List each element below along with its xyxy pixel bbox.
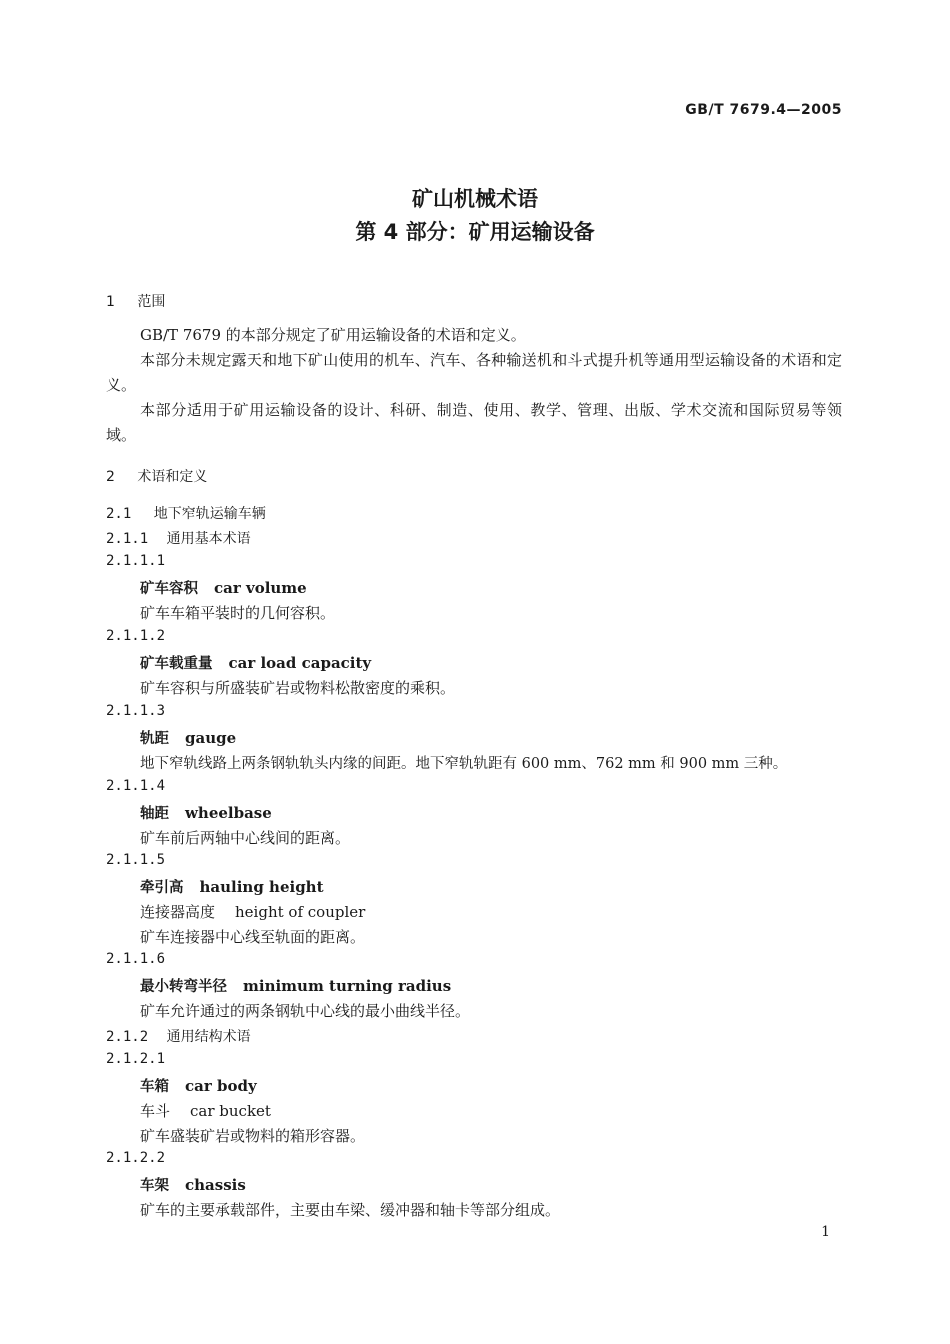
term-number: 2.1.1.4 [106,778,166,794]
section-number: 1 [106,294,115,310]
subsection-title: 地下窄轨运输车辆 [153,506,266,522]
term-zh: 轨距 [140,731,169,747]
term-en: wheelbase [185,804,272,822]
subsection-title: 通用基本术语 [166,531,251,547]
term-en: car load capacity [228,654,372,672]
section-heading-2 [106,466,207,486]
term-entry [140,975,451,996]
term-definition: 矿车容积与所盛装矿岩或物料松散密度的乘积。 [140,679,456,697]
term-definition: 矿车的主要承载部件，主要由车梁、缓冲器和轴卡等部分组成。 [140,1201,561,1219]
section-title: 术语和定义 [137,469,208,485]
term-definition: 地下窄轨线路上两条钢轨轨头内缘的间距。地下窄轨轨距有 600 mm、762 mm 和 900 mm 三种。 [140,756,788,772]
term-entry [140,727,236,748]
term-number: 2.1.1.6 [106,951,166,967]
term-entry [140,652,371,673]
page-number: 1 [821,1224,830,1240]
term-entry [140,876,324,897]
term-definition: 矿车盛装矿岩或物料的箱形容器。 [140,1127,366,1145]
term-definition: 矿车允许通过的两条钢轨中心线的最小曲线半径。 [140,1002,471,1020]
term-number: 2.1.1.1 [106,553,166,569]
subsection-heading-2-1-2 [106,1026,251,1046]
term-en: car body [185,1077,257,1095]
term-definition: 矿车前后两轴中心线间的距离。 [140,829,351,847]
term-definition: 矿车连接器中心线至轨面的距离。 [140,928,366,946]
subsection-number: 2.1.2 [106,1029,149,1045]
term-en: hauling height [199,878,324,896]
term-synonym [140,901,365,922]
subsection-heading-2-1-1 [106,528,251,548]
paragraph: 本部分未规定露天和地下矿山使用的机车、汽车、各种输送机和斗式提升机等通用型运输设备的术语和定义。 [106,351,842,394]
term-en: gauge [185,729,237,747]
term-en: minimum turning radius [243,977,452,995]
term-zh: 矿车载重量 [140,656,213,672]
section-heading-1 [106,291,165,311]
paragraph: 本部分适用于矿用运输设备的设计、科研、制造、使用、教学、管理、出版、学术交流和国际贸易等领域。 [106,401,842,444]
synonym-zh: 车斗 [140,1102,171,1120]
term-en: chassis [185,1176,246,1194]
synonym-en: car bucket [190,1102,271,1120]
synonym-zh: 连接器高度 [140,903,216,921]
term-number: 2.1.2.1 [106,1051,166,1067]
term-number: 2.1.1.5 [106,852,166,868]
document-title: 矿山机械术语 [412,187,538,211]
subsection-number: 2.1.1 [106,531,149,547]
section-number: 2 [106,469,115,485]
term-number: 2.1.1.3 [106,703,166,719]
standard-code: GB/T 7679.4—2005 [685,102,842,118]
term-number: 2.1.2.2 [106,1150,166,1166]
term-entry [140,1075,257,1096]
subsection-heading-2-1 [106,503,266,523]
term-en: car volume [214,579,307,597]
term-number: 2.1.1.2 [106,628,166,644]
term-zh: 车架 [140,1178,169,1194]
term-synonym [140,1100,271,1121]
synonym-en: height of coupler [235,903,366,921]
term-zh: 最小转弯半径 [140,979,227,995]
term-zh: 车箱 [140,1079,169,1095]
term-zh: 轴距 [140,806,169,822]
section-title: 范围 [137,294,166,310]
paragraph: GB/T 7679 的本部分规定了矿用运输设备的术语和定义。 [140,326,526,344]
subsection-title: 通用结构术语 [166,1029,251,1045]
term-entry [140,1174,246,1195]
term-definition: 矿车车箱平装时的几何容积。 [140,604,336,622]
term-entry [140,802,272,823]
document-subtitle: 第 4 部分：矿用运输设备 [355,220,595,244]
subsection-number: 2.1 [106,506,132,522]
term-zh: 牵引高 [140,880,184,896]
term-zh: 矿车容积 [140,581,198,597]
term-entry [140,577,307,598]
